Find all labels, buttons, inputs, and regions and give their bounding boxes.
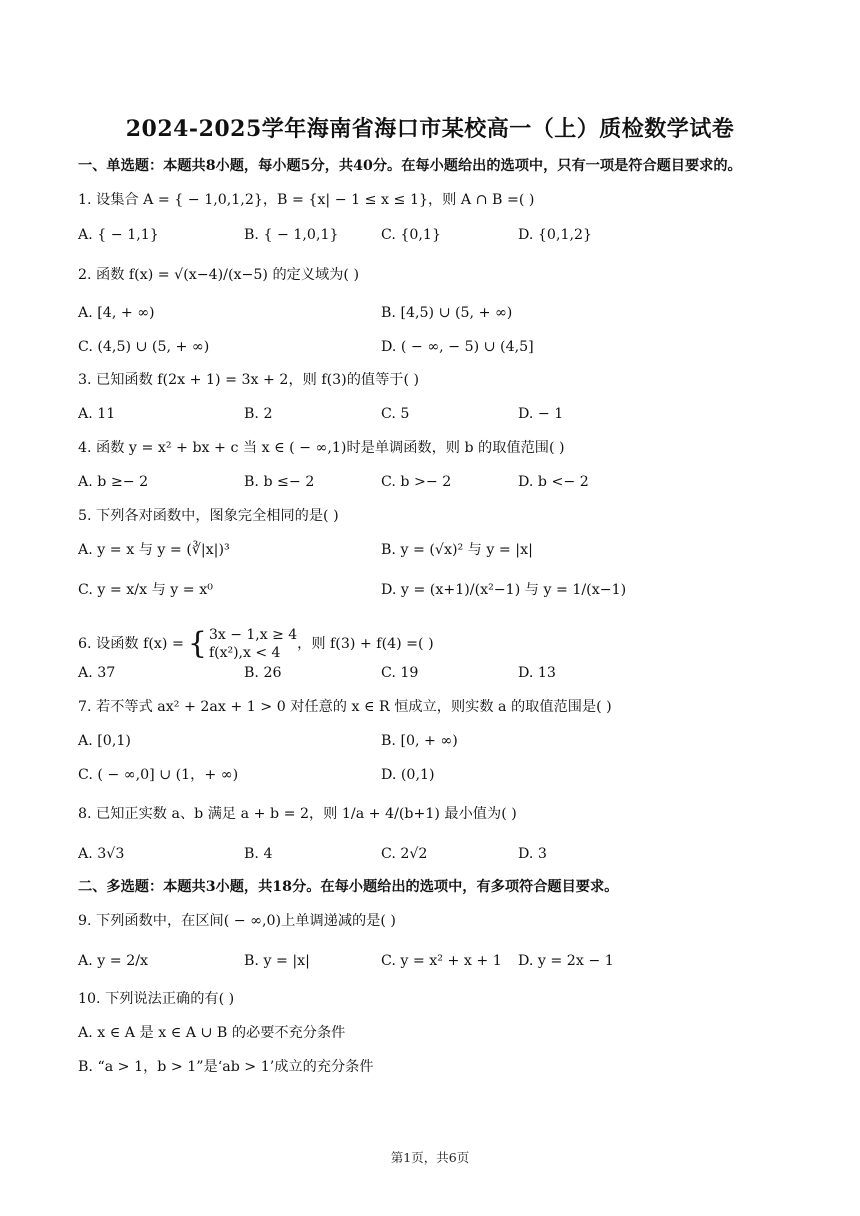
piecewise-case-1: 3x − 1,x ≥ 4: [208, 627, 298, 643]
question-10-option-a: A. x ∈ A 是 x ∈ A ∪ B 的必要不充分条件: [78, 1025, 346, 1041]
question-5-option-d: D. y = (x+1)/(x²−1) 与 y = 1/(x−1): [381, 582, 627, 598]
question-4-option-a: A. b ≥− 2: [78, 474, 149, 490]
question-9-option-b: B. y = |x|: [244, 953, 310, 969]
question-10-stem: 10. 下列说法正确的有( ): [78, 991, 235, 1007]
question-9-option-c: C. y = x² + x + 1: [381, 953, 502, 969]
question-9-stem: 9. 下列函数中，在区间( − ∞,0)上单调递减的是( ): [78, 913, 396, 929]
section-heading-multi-choice: 二、多选题：本题共3小题，共18分。在每小题给出的选项中，有多项符合题目要求。: [78, 879, 619, 895]
question-4-option-c: C. b >− 2: [381, 474, 452, 490]
question-10-option-b: B. “a > 1，b > 1”是‘ab > 1’成立的充分条件: [78, 1059, 374, 1075]
question-3-stem: 3. 已知函数 f(2x + 1) = 3x + 2，则 f(3)的值等于( ): [78, 372, 420, 388]
section-heading-single-choice: 一、单选题：本题共8小题，每小题5分，共40分。在每小题给出的选项中，只有一项是符合题目要求的。: [78, 158, 742, 174]
question-7-option-d: D. (0,1): [381, 767, 435, 783]
question-6-option-d: D. 13: [518, 665, 556, 681]
question-7-stem: 7. 若不等式 ax² + 2ax + 1 > 0 对任意的 x ∈ R 恒成立，则实数 a 的取值范围是( ): [78, 699, 612, 715]
question-8-option-d: D. 3: [518, 846, 547, 862]
question-6-stem-prefix: 6. 设函数 f(x) =: [78, 636, 184, 652]
question-4-option-d: D. b <− 2: [518, 474, 589, 490]
question-5-option-b: B. y = (√x)² 与 y = |x|: [381, 542, 533, 558]
question-2-option-c: C. (4,5) ∪ (5, + ∞): [78, 339, 210, 355]
question-6-option-a: A. 37: [78, 665, 116, 681]
question-7-option-b: B. [0, + ∞): [381, 733, 458, 749]
page-footer: 第1页，共6页: [390, 1150, 470, 1165]
question-5-option-a: A. y = x 与 y = (∛|x|)³: [78, 542, 230, 558]
question-8-stem: 8. 已知正实数 a、b 满足 a + b = 2，则 1/a + 4/(b+1) 最小值为( ): [78, 806, 517, 822]
question-6-option-c: C. 19: [381, 665, 419, 681]
question-1-option-c: C. {0,1}: [381, 227, 441, 243]
question-6-option-b: B. 26: [244, 665, 282, 681]
question-6-stem-suffix: ，则 f(3) + f(4) =( ): [297, 636, 434, 652]
question-3-option-d: D. − 1: [518, 406, 564, 422]
question-1-stem: 1. 设集合 A = { − 1,0,1,2}，B = {x| − 1 ≤ x ≤ 1}，则 A ∩ B =( ): [78, 192, 535, 208]
question-2-option-b: B. [4,5) ∪ (5, + ∞): [381, 305, 513, 321]
page-title: 2024-2025学年海南省海口市某校高一（上）质检数学试卷: [125, 116, 735, 142]
question-1-option-d: D. {0,1,2}: [518, 227, 593, 243]
question-9-option-a: A. y = 2/x: [78, 953, 148, 969]
piecewise-case-2: f(x²),x < 4: [208, 645, 281, 661]
question-9-option-d: D. y = 2x − 1: [518, 953, 614, 969]
question-8-option-b: B. 4: [244, 846, 273, 862]
question-3-option-a: A. 11: [78, 406, 116, 422]
question-2-stem: 2. 函数 f(x) = √(x−4)/(x−5) 的定义域为( ): [78, 267, 359, 283]
question-8-option-a: A. 3√3: [78, 846, 125, 862]
question-8-option-c: C. 2√2: [381, 846, 428, 862]
question-7-option-a: A. [0,1): [78, 733, 131, 749]
question-2-option-d: D. ( − ∞, − 5) ∪ (4,5]: [381, 339, 534, 355]
question-1-option-a: A. { − 1,1}: [78, 227, 159, 243]
question-1-option-b: B. { − 1,0,1}: [244, 227, 339, 243]
piecewise-cases: [209, 626, 297, 662]
question-3-option-c: C. 5: [381, 406, 410, 422]
question-7-option-c: C. ( − ∞,0] ∪ (1，+ ∞): [78, 767, 239, 783]
question-5-stem: 5. 下列各对函数中，图象完全相同的是( ): [78, 508, 339, 524]
question-5-option-c: C. y = x/x 与 y = x⁰: [78, 582, 213, 598]
question-2-option-a: A. [4, + ∞): [78, 305, 155, 321]
question-6-stem: [78, 626, 434, 662]
question-4-option-b: B. b ≤− 2: [244, 474, 315, 490]
question-4-stem: 4. 函数 y = x² + bx + c 当 x ∈ ( − ∞,1)时是单调函数，则 b 的取值范围( ): [78, 440, 565, 456]
brace-symbol: {: [187, 626, 207, 661]
question-3-option-b: B. 2: [244, 406, 273, 422]
